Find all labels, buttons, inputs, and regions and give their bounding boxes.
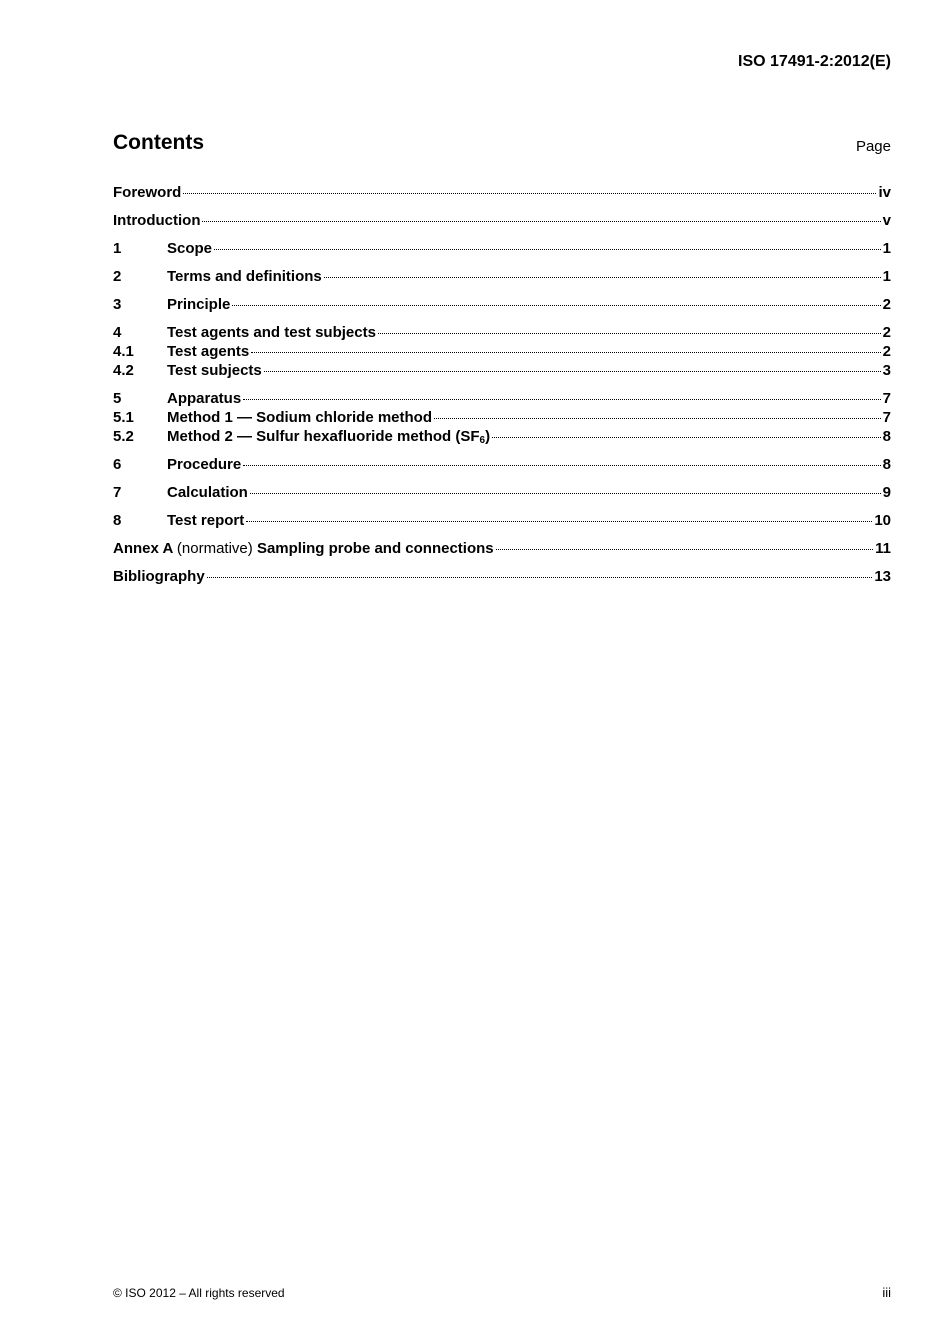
toc-page: 2 xyxy=(882,296,891,313)
dot-leader xyxy=(264,371,881,372)
toc-page: 7 xyxy=(882,409,891,426)
annex-title: Sampling probe and connections xyxy=(256,540,494,557)
toc-title: Test agents and test subjects xyxy=(167,324,376,341)
dot-leader xyxy=(232,305,880,306)
toc-title-subscript: 6 xyxy=(479,435,486,446)
dot-leader xyxy=(243,399,880,400)
annex-label: Annex A xyxy=(113,540,173,557)
toc-entry-foreword[interactable] xyxy=(113,183,891,202)
toc-page: 10 xyxy=(874,512,891,529)
toc-entry-test-agents[interactable] xyxy=(113,342,891,361)
toc-page: 7 xyxy=(882,390,891,407)
toc-title: Test subjects xyxy=(167,362,262,379)
toc-number: 1 xyxy=(113,240,122,257)
dot-leader xyxy=(207,577,873,578)
toc-title: Introduction xyxy=(113,212,201,229)
toc-page: 9 xyxy=(882,484,891,501)
page-number: iii xyxy=(882,1285,891,1300)
toc-entry-test-agents-subjects[interactable] xyxy=(113,323,891,342)
toc-entry-method-1[interactable] xyxy=(113,408,891,427)
toc-entry-scope[interactable] xyxy=(113,239,891,258)
toc-entry-calculation[interactable] xyxy=(113,483,891,502)
toc-title: Test report xyxy=(167,512,245,529)
toc-page: 2 xyxy=(882,324,891,341)
toc-number: 4.2 xyxy=(113,362,134,379)
toc-number: 6 xyxy=(113,456,122,473)
dot-leader xyxy=(378,333,881,334)
toc-number: 2 xyxy=(113,268,122,285)
document-id: ISO 17491-2:2012(E) xyxy=(738,53,891,70)
toc-number: 8 xyxy=(113,512,122,529)
toc-page: 8 xyxy=(882,456,891,473)
dot-leader xyxy=(324,277,881,278)
copyright-notice: © ISO 2012 – All rights reserved xyxy=(113,1286,285,1300)
dot-leader xyxy=(183,193,876,194)
toc-entry-principle[interactable] xyxy=(113,295,891,314)
toc-entry-bibliography[interactable] xyxy=(113,567,891,586)
toc-title xyxy=(167,427,490,446)
toc-entry-method-2[interactable] xyxy=(113,427,891,446)
dot-leader xyxy=(246,521,872,522)
toc-entry-terms[interactable] xyxy=(113,267,891,286)
toc-number: 4 xyxy=(113,324,122,341)
dot-leader xyxy=(496,549,874,550)
contents-heading: Contents xyxy=(113,131,204,154)
page-column-label: Page xyxy=(855,138,891,155)
toc-title: Test agents xyxy=(167,343,250,360)
toc-title: Principle xyxy=(167,296,231,313)
annex-type: (normative) xyxy=(176,540,253,557)
toc-title: Bibliography xyxy=(113,568,205,585)
toc-page: 1 xyxy=(882,268,891,285)
dot-leader xyxy=(434,418,881,419)
toc-page: 2 xyxy=(882,343,891,360)
toc-page: 8 xyxy=(882,428,891,445)
toc-title: Procedure xyxy=(167,456,242,473)
toc-page: v xyxy=(882,212,891,229)
toc-title: Method 1 — Sodium chloride method xyxy=(167,409,433,426)
toc-number: 4.1 xyxy=(113,343,134,360)
toc-title: Calculation xyxy=(167,484,248,501)
toc-number: 7 xyxy=(113,484,122,501)
toc-entry-procedure[interactable] xyxy=(113,455,891,474)
dot-leader xyxy=(250,493,881,494)
toc-title: Scope xyxy=(167,240,213,257)
dot-leader xyxy=(251,352,880,353)
dot-leader xyxy=(202,221,880,222)
dot-leader xyxy=(214,249,881,250)
toc-title xyxy=(113,539,494,558)
toc-entry-test-subjects[interactable] xyxy=(113,361,891,380)
toc-number: 5 xyxy=(113,390,122,407)
toc-title: Foreword xyxy=(113,184,182,201)
dot-leader xyxy=(492,437,881,438)
table-of-contents xyxy=(113,183,891,586)
toc-title: Apparatus xyxy=(167,390,242,407)
dot-leader xyxy=(243,465,880,466)
toc-title-main: Method 2 — Sulfur hexafluoride method (SF xyxy=(167,428,480,445)
toc-entry-apparatus[interactable] xyxy=(113,389,891,408)
toc-entry-introduction[interactable] xyxy=(113,211,891,230)
toc-page: 3 xyxy=(882,362,891,379)
toc-page: iv xyxy=(878,184,891,201)
toc-page: 11 xyxy=(875,540,891,557)
toc-page: 1 xyxy=(882,240,891,257)
toc-entry-annex-a[interactable] xyxy=(113,539,891,558)
toc-title-close: ) xyxy=(485,428,491,445)
toc-number: 5.2 xyxy=(113,428,134,445)
toc-number: 5.1 xyxy=(113,409,134,426)
toc-number: 3 xyxy=(113,296,122,313)
toc-page: 13 xyxy=(874,568,891,585)
toc-title: Terms and definitions xyxy=(167,268,322,285)
toc-entry-test-report[interactable] xyxy=(113,511,891,530)
